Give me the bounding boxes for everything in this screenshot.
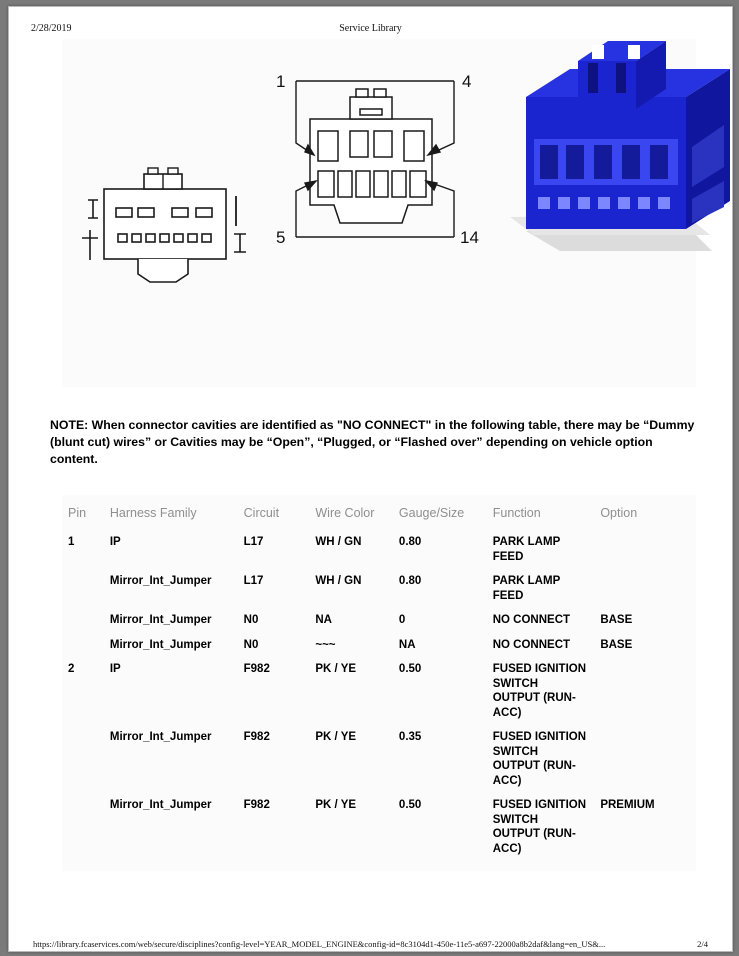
cell-harness-family: Mirror_Int_Jumper bbox=[109, 799, 212, 811]
cell-function: FUSED IGNITION SWITCH OUTPUT (RUN-ACC) bbox=[492, 663, 587, 719]
cell-option: PREMIUM bbox=[600, 799, 655, 811]
cell-function: PARK LAMP FEED bbox=[492, 536, 561, 563]
cell-wire-color: NA bbox=[315, 614, 332, 626]
table-row bbox=[62, 633, 696, 658]
cell-function: FUSED IGNITION SWITCH OUTPUT (RUN-ACC) bbox=[492, 731, 587, 787]
document-page bbox=[8, 6, 733, 952]
cell-option bbox=[594, 725, 696, 793]
cell-circuit: N0 bbox=[243, 614, 259, 626]
pin-label-5: 5 bbox=[276, 228, 286, 247]
connector-figure-panel bbox=[62, 39, 696, 387]
cell-pin bbox=[62, 633, 104, 658]
table-row bbox=[62, 657, 696, 725]
cell-wire-color: WH / GN bbox=[315, 536, 362, 548]
pin-table-container bbox=[62, 495, 696, 871]
table-row bbox=[62, 569, 696, 608]
table-row bbox=[62, 530, 696, 569]
cell-gauge: 0.50 bbox=[398, 799, 422, 811]
cell-circuit: F982 bbox=[243, 731, 270, 743]
table-header-row bbox=[62, 505, 696, 530]
cell-harness-family: Mirror_Int_Jumper bbox=[109, 575, 212, 587]
cell-circuit: L17 bbox=[243, 575, 264, 587]
cell-pin bbox=[62, 725, 104, 793]
cell-gauge: 0 bbox=[398, 614, 406, 626]
header-title: Service Library bbox=[339, 23, 402, 34]
cell-gauge: 0.80 bbox=[398, 575, 422, 587]
cell-pin bbox=[62, 608, 104, 633]
footer-page-number: 2/4 bbox=[697, 939, 708, 949]
column-header-circuit: Circuit bbox=[243, 506, 280, 520]
connector-3d-render bbox=[500, 39, 730, 269]
cell-harness-family: IP bbox=[109, 663, 121, 675]
cell-function: NO CONNECT bbox=[492, 638, 571, 651]
header-date: 2/28/2019 bbox=[31, 23, 72, 34]
cell-wire-color: WH / GN bbox=[315, 575, 362, 587]
cell-pin bbox=[62, 793, 104, 861]
cell-pin: 1 bbox=[68, 536, 75, 548]
cell-gauge: 0.35 bbox=[398, 731, 422, 743]
note-text: NOTE: When connector cavities are identified as "NO CONNECT" in the following table, there may be “Dummy (blunt cut) wires” or Cavities may be “Open”, “Plugged, or “Flashed over” depending on vehicle option content. bbox=[50, 418, 695, 466]
cell-wire-color: PK / YE bbox=[315, 663, 357, 675]
cell-circuit: F982 bbox=[243, 663, 270, 675]
pin-label-4: 4 bbox=[462, 72, 472, 91]
cell-harness-family: Mirror_Int_Jumper bbox=[109, 731, 212, 743]
page-header bbox=[9, 23, 732, 37]
cell-circuit: L17 bbox=[243, 536, 264, 548]
cell-function: PARK LAMP FEED bbox=[492, 575, 561, 602]
table-row bbox=[62, 793, 696, 861]
cell-circuit: F982 bbox=[243, 799, 270, 811]
cell-option bbox=[594, 569, 696, 608]
table-row bbox=[62, 608, 696, 633]
cell-gauge: 0.80 bbox=[398, 536, 422, 548]
column-header-gauge-size: Gauge/Size bbox=[398, 506, 465, 520]
cell-option bbox=[594, 657, 696, 725]
cell-wire-color: PK / YE bbox=[315, 799, 357, 811]
cell-harness-family: Mirror_Int_Jumper bbox=[109, 614, 212, 626]
connector-pinout-diagram bbox=[274, 59, 504, 279]
column-header-option: Option bbox=[600, 506, 638, 520]
column-header-pin: Pin bbox=[68, 506, 87, 520]
cell-harness-family: IP bbox=[109, 536, 121, 548]
table-row bbox=[62, 725, 696, 793]
footer-url: https://library.fcaservices.com/web/secure/disciplines?config-level=YEAR_MODEL_ENGINE&config-id=8c3104d1-450e-11e5-a697-22000a8b2daf&lang=en_US&... bbox=[33, 939, 606, 949]
cell-circuit: N0 bbox=[243, 638, 259, 651]
column-header-wire-color: Wire Color bbox=[315, 506, 375, 520]
cell-pin bbox=[62, 569, 104, 608]
cell-wire-color: ~~~ bbox=[315, 638, 336, 651]
cell-option: BASE bbox=[600, 614, 633, 626]
cell-function: FUSED IGNITION SWITCH OUTPUT (RUN-ACC) bbox=[492, 799, 587, 855]
pin-table bbox=[62, 505, 696, 861]
cell-gauge: NA bbox=[398, 638, 416, 651]
cell-harness-family: Mirror_Int_Jumper bbox=[109, 638, 212, 651]
column-header-function: Function bbox=[492, 506, 541, 520]
cell-pin: 2 bbox=[68, 663, 75, 675]
column-header-harness-family: Harness Family bbox=[109, 506, 197, 520]
pin-label-14: 14 bbox=[460, 228, 479, 247]
cell-option bbox=[594, 530, 696, 569]
connector-front-view-diagram bbox=[72, 134, 302, 364]
cell-option: BASE bbox=[600, 638, 633, 651]
pin-label-1: 1 bbox=[276, 72, 286, 91]
cell-function: NO CONNECT bbox=[492, 614, 571, 626]
cell-wire-color: PK / YE bbox=[315, 731, 357, 743]
cell-gauge: 0.50 bbox=[398, 663, 422, 675]
